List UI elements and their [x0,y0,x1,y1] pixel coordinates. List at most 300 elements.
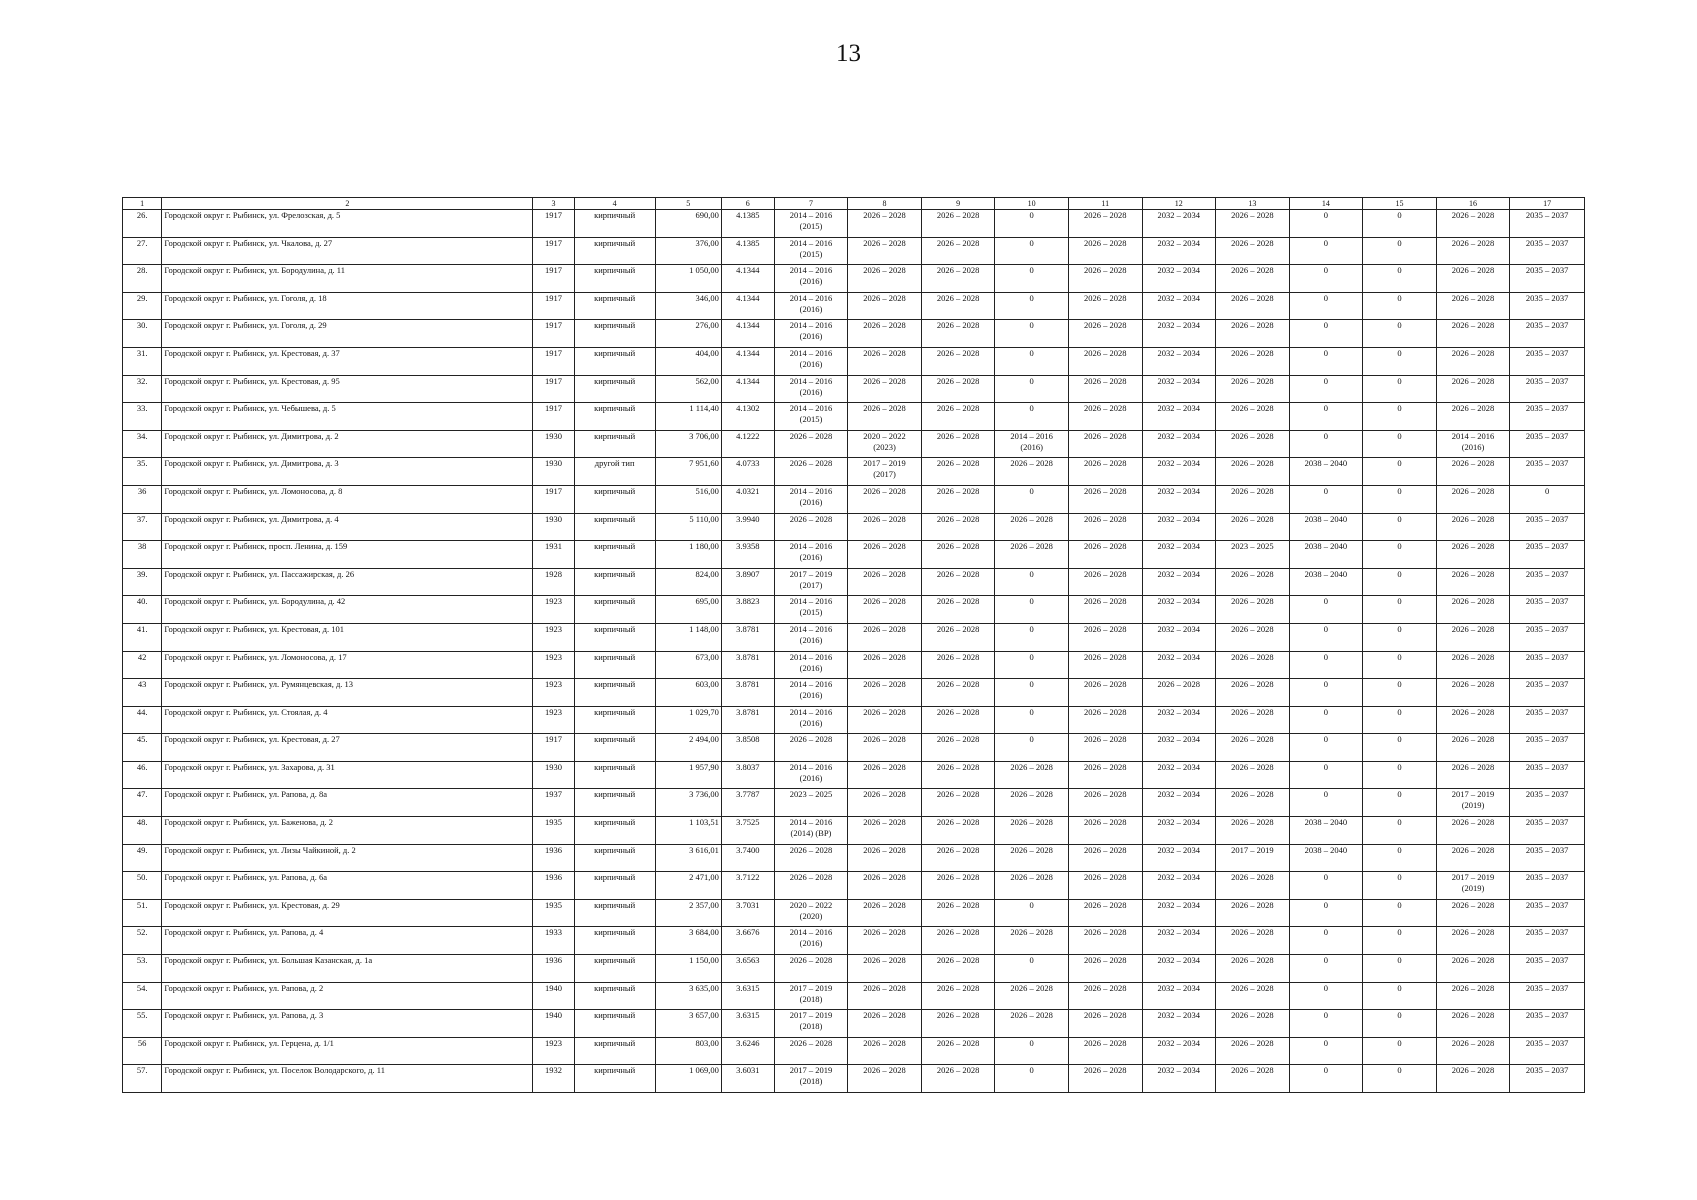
period-cell [921,872,995,900]
period-cell [1289,817,1363,845]
cell-value: 4.1344 [736,347,760,358]
index-cell [721,430,774,458]
cell-value: 2 357,00 [689,899,719,910]
area-cell [655,955,721,983]
period-cell [1068,789,1142,817]
period-cell [1142,927,1216,955]
cell-subvalue: (2016) [799,358,823,369]
table-row [123,817,1585,845]
cell-value: 2038 – 2040 [1304,568,1348,579]
cell-value: 2035 – 2037 [1525,734,1569,745]
cell-subvalue: (2017) [799,579,823,590]
cell-value: 2026 – 2028 [936,513,980,524]
period-cell [1363,568,1437,596]
column-number-cell: 15 [1363,198,1437,210]
cell-value: 1917 [545,265,563,276]
cell-value: 2026 – 2028 [1451,927,1495,938]
cell-value: 2014 – 2016 [789,485,833,496]
index-cell [721,210,774,238]
cell-value: 2014 – 2016 [789,292,833,303]
table-row [123,706,1585,734]
cell-value: 2014 – 2016 [1451,430,1495,441]
cell-value: 1 050,00 [689,265,719,276]
row-number-cell [123,265,162,293]
cell-value: 2026 – 2028 [863,872,906,883]
cell-value: 2026 – 2028 [936,1010,980,1021]
cell-subvalue: (2018) [799,993,823,1004]
period-cell [1510,513,1585,541]
cell-value: Городской округ г. Рыбинск, ул. Димитрова, д. 2 [164,430,339,441]
cell-value: 2026 – 2028 [1451,844,1495,855]
cell-value: 2026 – 2028 [1231,761,1274,772]
cell-value: 2026 – 2028 [936,651,980,662]
area-cell [655,1037,721,1065]
index-cell [721,927,774,955]
period-cell [848,347,922,375]
period-cell [774,485,848,513]
column-number-cell: 14 [1289,198,1363,210]
period-cell [1068,292,1142,320]
column-number-cell: 2 [162,198,533,210]
cell-value: 2038 – 2040 [1304,844,1348,855]
cell-value: 2014 – 2016 [789,679,833,690]
table-row [123,403,1585,431]
row-number-cell [123,651,162,679]
period-cell [774,458,848,486]
cell-value: 2026 – 2028 [1231,403,1274,414]
cell-value: 0 [1029,596,1034,607]
period-cell [774,817,848,845]
period-cell [995,955,1069,983]
cell-value: 3.8781 [736,623,760,634]
cell-value: 2017 – 2019 [1451,872,1495,883]
year-cell [533,513,574,541]
period-cell [995,706,1069,734]
cell-value: 3.9940 [736,513,760,524]
cell-value: 2026 – 2028 [936,237,980,248]
period-cell [921,623,995,651]
period-cell [1436,485,1510,513]
wall-material-cell [574,623,655,651]
cell-value: 2035 – 2037 [1525,789,1569,800]
year-cell [533,237,574,265]
cell-value: 2026 – 2028 [1451,1010,1495,1021]
period-cell [774,982,848,1010]
year-cell [533,1065,574,1093]
cell-value: 2026 – 2028 [1010,844,1053,855]
cell-value: 3.6031 [736,1065,760,1076]
cell-subvalue: (2015) [799,607,823,618]
period-cell [848,265,922,293]
cell-value: 0 [1029,292,1034,303]
row-number-cell [123,761,162,789]
period-cell [921,210,995,238]
wall-material-cell [574,899,655,927]
period-cell [1068,596,1142,624]
cell-value: 2035 – 2037 [1525,1065,1569,1076]
period-cell [995,237,1069,265]
wall-material-cell [574,844,655,872]
row-number-cell [123,734,162,762]
area-cell [655,265,721,293]
cell-value: 0 [1323,430,1329,441]
column-number-cell: 6 [721,198,774,210]
cell-value: 0 [1397,817,1402,828]
cell-value: 2035 – 2037 [1525,982,1569,993]
cell-value: 2026 – 2028 [936,430,980,441]
index-cell [721,1065,774,1093]
period-cell [1289,403,1363,431]
cell-value: 0 [1029,651,1034,662]
period-cell [848,430,922,458]
cell-value: 2026 – 2028 [1083,982,1127,993]
cell-value: кирпичный [594,375,636,386]
area-cell [655,292,721,320]
cell-subvalue: (2016) [799,662,823,673]
cell-value: 2032 – 2034 [1157,375,1201,386]
cell-value: кирпичный [594,485,636,496]
index-cell [721,1037,774,1065]
cell-value: 0 [1323,320,1329,331]
period-cell [1363,596,1437,624]
period-cell [1216,347,1290,375]
period-cell [1510,237,1585,265]
period-cell [1436,817,1510,845]
cell-value: 2026 – 2028 [936,568,980,579]
period-cell [1216,292,1290,320]
cell-value: 2035 – 2037 [1525,927,1569,938]
period-cell [1068,817,1142,845]
cell-value: 2026 – 2028 [1010,927,1053,938]
cell-subvalue: (2016) [799,552,823,563]
cell-value: 40. [136,596,148,607]
period-cell [1436,706,1510,734]
cell-value: 3.7122 [736,872,760,883]
cell-value: 2026 – 2028 [789,430,833,441]
period-cell [1142,265,1216,293]
cell-value: 2026 – 2028 [863,761,906,772]
cell-value: 1932 [545,1065,563,1076]
cell-value: 2014 – 2016 [789,210,833,220]
column-number-cell: 16 [1436,198,1510,210]
cell-value: 5 110,00 [689,513,719,524]
period-cell [921,596,995,624]
cell-value: 2026 – 2028 [1083,955,1127,966]
period-cell [1363,265,1437,293]
period-cell [848,899,922,927]
period-cell [848,403,922,431]
cell-value: 2032 – 2034 [1157,320,1201,331]
period-cell [995,679,1069,707]
cell-value: 1 180,00 [689,541,719,552]
cell-value: 0 [1029,347,1034,358]
cell-value: 2026 – 2028 [936,706,980,717]
address-cell [162,210,533,238]
cell-value: 2026 – 2028 [1451,403,1495,414]
cell-value: 2026 – 2028 [1083,899,1127,910]
period-cell [1068,679,1142,707]
cell-value: 2026 – 2028 [863,1010,906,1021]
cell-value: Городской округ г. Рыбинск, ул. Большая Казанская, д. 1а [164,955,373,966]
wall-material-cell [574,485,655,513]
year-cell [533,320,574,348]
period-cell [995,568,1069,596]
area-cell [655,734,721,762]
cell-value: 3 635,00 [689,982,719,993]
period-cell [1068,403,1142,431]
column-number-cell: 10 [995,198,1069,210]
period-cell [1436,761,1510,789]
address-cell [162,1065,533,1093]
year-cell [533,706,574,734]
year-cell [533,899,574,927]
wall-material-cell [574,955,655,983]
area-cell [655,541,721,569]
period-cell [1289,927,1363,955]
cell-value: Городской округ г. Рыбинск, ул. Захарова, д. 31 [164,761,335,772]
cell-value: другой тип [594,458,635,469]
period-cell [1216,320,1290,348]
cell-value: 39. [136,568,148,579]
period-cell [1216,651,1290,679]
period-cell [1436,568,1510,596]
cell-value: 3.8037 [736,761,760,772]
cell-value: 2035 – 2037 [1525,844,1569,855]
period-cell [848,485,922,513]
period-cell [921,955,995,983]
cell-value: 2014 – 2016 [789,320,833,331]
period-cell [1289,899,1363,927]
cell-value: 2032 – 2034 [1157,1010,1201,1021]
cell-value: 3.7525 [736,817,760,828]
period-cell [1216,541,1290,569]
cell-value: 2026 – 2028 [1231,1010,1274,1021]
row-number-cell [123,403,162,431]
cell-value: 2026 – 2028 [1083,596,1127,607]
cell-value: 1917 [545,485,563,496]
period-cell [1510,1010,1585,1038]
cell-value: Городской округ г. Рыбинск, ул. Крестовая, д. 27 [164,734,340,745]
cell-value: 0 [1323,679,1329,690]
cell-value: кирпичный [594,430,636,441]
cell-value: 2032 – 2034 [1157,292,1201,303]
year-cell [533,375,574,403]
cell-value: 2035 – 2037 [1525,320,1569,331]
period-cell [1436,320,1510,348]
wall-material-cell [574,1037,655,1065]
cell-value: кирпичный [594,955,636,966]
cell-subvalue: (2016) [1020,441,1043,452]
period-cell [774,623,848,651]
cell-value: 0 [1397,761,1402,772]
index-cell [721,1010,774,1038]
wall-material-cell [574,210,655,238]
period-cell [1436,982,1510,1010]
cell-value: 2026 – 2028 [1451,955,1495,966]
cell-value: 2026 – 2028 [936,679,980,690]
cell-value: 2026 – 2028 [789,458,833,469]
cell-value: 4.1302 [736,403,760,414]
cell-value: 35. [136,458,148,469]
row-number-cell [123,292,162,320]
period-cell [1363,844,1437,872]
cell-value: 2026 – 2028 [1157,679,1201,690]
row-number-cell [123,982,162,1010]
cell-subvalue: (2019) [1461,800,1485,811]
table-row [123,596,1585,624]
cell-value: 2026 – 2028 [1451,734,1495,745]
cell-value: 0 [1397,513,1402,524]
cell-value: 2035 – 2037 [1525,430,1569,441]
cell-value: 2026 – 2028 [1451,568,1495,579]
cell-value: 695,00 [695,596,719,607]
cell-value: 26. [136,210,148,220]
period-cell [774,872,848,900]
cell-value: 2026 – 2028 [1010,789,1053,800]
period-cell [1289,734,1363,762]
cell-value: 0 [1029,1037,1034,1048]
period-cell [1142,872,1216,900]
cell-value: 2026 – 2028 [789,1037,833,1048]
cell-value: 2026 – 2028 [1083,927,1127,938]
address-cell [162,761,533,789]
cell-value: 2026 – 2028 [1083,872,1127,883]
period-cell [1363,872,1437,900]
period-cell [1068,1010,1142,1038]
year-cell [533,292,574,320]
cell-value: 2026 – 2028 [1451,623,1495,634]
period-cell [1289,596,1363,624]
period-cell [848,458,922,486]
cell-value: 2014 – 2016 [789,623,833,634]
cell-value: Городской округ г. Рыбинск, ул. Поселок Володарского, д. 11 [164,1065,385,1076]
cell-value: 1930 [545,430,563,441]
row-number-cell [123,347,162,375]
cell-value: 2026 – 2028 [863,623,906,634]
wall-material-cell [574,403,655,431]
period-cell [774,568,848,596]
index-cell [721,513,774,541]
cell-value: 2026 – 2028 [863,403,906,414]
column-number-cell: 11 [1068,198,1142,210]
cell-value: 2032 – 2034 [1157,485,1201,496]
period-cell [774,1065,848,1093]
period-cell [1436,623,1510,651]
cell-value: 2026 – 2028 [936,403,980,414]
period-cell [1363,817,1437,845]
period-cell [1510,347,1585,375]
period-cell [1142,568,1216,596]
address-cell [162,265,533,293]
period-cell [1068,485,1142,513]
cell-value: 2026 – 2028 [1010,872,1053,883]
cell-value: 2026 – 2028 [936,761,980,772]
cell-value: 2026 – 2028 [1231,651,1274,662]
cell-value: 1937 [545,789,563,800]
cell-value: 2017 – 2019 [863,458,906,469]
wall-material-cell [574,761,655,789]
period-cell [1216,237,1290,265]
cell-value: 603,00 [695,679,719,690]
period-cell [848,237,922,265]
cell-value: 2026 – 2028 [789,844,833,855]
cell-subvalue: (2016) [799,938,823,949]
period-cell [1068,347,1142,375]
index-cell [721,237,774,265]
period-cell [1216,623,1290,651]
index-cell [721,403,774,431]
period-cell [1510,844,1585,872]
row-number-cell [123,320,162,348]
index-cell [721,734,774,762]
cell-value: 2026 – 2028 [1083,210,1127,220]
area-cell [655,210,721,238]
year-cell [533,347,574,375]
period-cell [1436,679,1510,707]
period-cell [1068,623,1142,651]
cell-value: 0 [1029,568,1034,579]
cell-value: 2 494,00 [689,734,719,745]
cell-value: 2014 – 2016 [789,541,833,552]
cell-value: 2026 – 2028 [1231,679,1274,690]
cell-value: 1931 [545,541,563,552]
cell-value: Городской округ г. Рыбинск, ул. Баженова, д. 2 [164,817,334,828]
cell-value: 2026 – 2028 [863,237,906,248]
row-number-cell [123,485,162,513]
index-cell [721,789,774,817]
cell-value: 41. [136,623,148,634]
cell-value: 1 029,70 [689,706,719,717]
wall-material-cell [574,706,655,734]
cell-value: 0 [1397,541,1402,552]
cell-value: 2026 – 2028 [1010,761,1053,772]
table-row [123,844,1585,872]
period-cell [1363,651,1437,679]
period-cell [1510,375,1585,403]
period-cell [1510,541,1585,569]
period-cell [1289,292,1363,320]
period-cell [774,541,848,569]
cell-value: 2032 – 2034 [1157,1065,1201,1076]
period-cell [921,541,995,569]
period-cell [1363,347,1437,375]
period-cell [1068,734,1142,762]
cell-value: Городской округ г. Рыбинск, ул. Рапова, д. 3 [164,1010,324,1021]
cell-value: 51. [136,899,148,910]
year-cell [533,1037,574,1065]
cell-value: 0 [1397,458,1402,469]
wall-material-cell [574,596,655,624]
cell-value: 3.8781 [736,679,760,690]
cell-value: 2026 – 2028 [1231,375,1274,386]
table-row [123,541,1585,569]
address-cell [162,955,533,983]
cell-value: Городской округ г. Рыбинск, ул. Рапова, д. 8а [164,789,327,800]
period-cell [1510,1065,1585,1093]
wall-material-cell [574,817,655,845]
period-cell [774,789,848,817]
cell-value: 2026 – 2028 [863,982,906,993]
year-cell [533,789,574,817]
year-cell [533,872,574,900]
cell-value: 3 684,00 [689,927,719,938]
index-cell [721,568,774,596]
period-cell [1216,430,1290,458]
period-cell [1436,596,1510,624]
cell-value: 1940 [545,1010,563,1021]
period-cell [921,679,995,707]
address-cell [162,596,533,624]
